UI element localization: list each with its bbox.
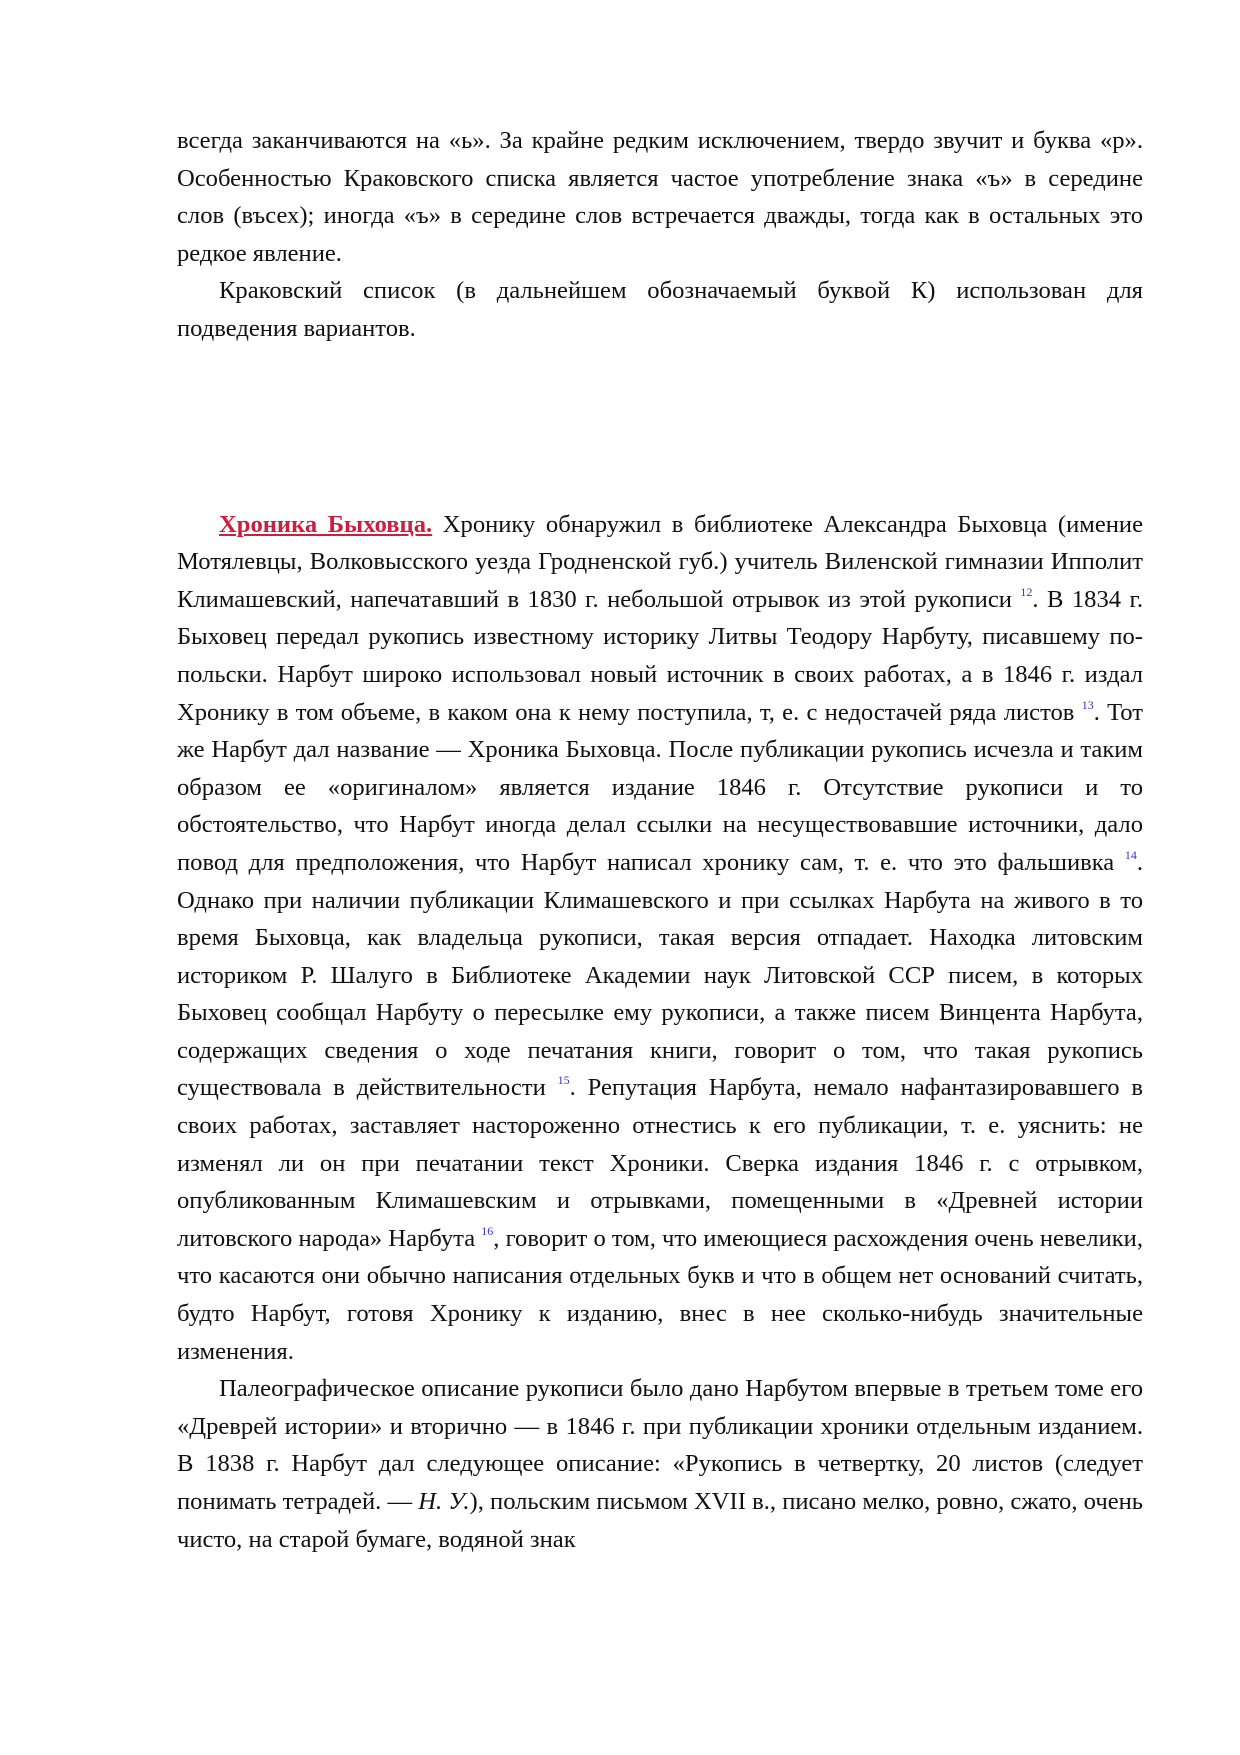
text-run: , говорит о том, что имеющиеся расхождения очень невелики, что касаются они обычно написания отдельных букв и что в общем нет оснований считать, будто Нарбут, готовя Хронику к изданию, внес в нее сколько-нибудь значительные изменения. [177,1224,1143,1365]
document-page [177,122,1143,1558]
footnote-ref-14[interactable]: 14 [1124,847,1137,862]
text-run: Палеографическое описание рукописи было дано Нарбутом впервые в третьем томе его «Древрей истории» и вторично — в 1846 г. при публикации хроники отдельным изданием. В 1838 г. Нарбут дал следующее описание: «Рукопись в четвертку, 20 листов (следует понимать тетрадей. — [177,1375,1143,1515]
text-run: Хронику обнаружил в библиотеке Александра Быховца (имение Мотялевцы, Волковысского уезда Гродненской губ.) учитель Виленской гимназии Ипполит Климашевский, напечатавший в 1830 г. небольшой отрывок из этой рукописи [177,510,1143,613]
text-run: . Однако при наличии публикации Климашевского и при ссылках Нарбута на живого в то время Быховца, как владельца рукописи, такая версия отпадает. Находка литовским историком Р. Шалуго в Библиотеке Академии наук Литовской ССР писем, в которых Быховец сообщал Нарбуту о пересылке ему рукописи, а также писем Винцента Нарбута, содержащих сведения о ходе печатания книги, говорит о том, что такая рукопись существовала в действительности [177,848,1143,1102]
editor-initials: Н. У. [418,1488,470,1515]
text-run: ), польским письмом XVII в., писано мелко, ровно, сжато, очень чисто, на старой бумаге, водяной знак [177,1488,1143,1553]
paragraph-paleographic [177,1370,1143,1558]
paragraph-1 [177,122,1143,272]
footnote-ref-12[interactable]: 12 [1020,584,1033,599]
paragraph-2-text: Краковский список (в дальнейшем обозначаемый буквой К) использован для подведения вариантов. [177,277,1143,342]
text-run: . Репутация Нарбута, немало нафантазировавшего в своих работах, заставляет настороженно отнестись к его публикации, т. е. уяснить: не изменял ли он при печатании текст Хроники. Сверка издания 1846 г. с отрывком, опубликованным Климашевским и отрывками, помещенными в «Древней истории литовского народа» Нарбута [177,1074,1143,1252]
section-heading-link[interactable]: Хроника Быховца. [219,510,433,538]
section-gap [177,348,1143,506]
paragraph-2 [177,272,1143,347]
text-run: . В 1834 г. Быховец передал рукопись известному историку Литвы Теодору Нарбуту, писавшему по-польски. Нарбут широко использовал новый источник в своих работах, а в 1846 г. издал Хронику в том объеме, в каком она к нему поступила, т, е. с недостачей ряда листов [177,585,1143,726]
text-run: . Тот же Нарбут дал название — Хроника Быховца. После публикации рукопись исчезла и таким образом ее «оригиналом» является издание 1846 г. Отсутствие рукописи и то обстоятельство, что Нарбут иногда делал ссылки на несуществовавшие источники, дало повод для предположения, что Нарбут написал хронику сам, т. е. что это фальшивка [177,698,1143,876]
footnote-ref-13[interactable]: 13 [1081,697,1094,712]
paragraph-bykhovets-chronicle [177,506,1143,1371]
footnote-ref-16[interactable]: 16 [481,1223,494,1238]
footnote-ref-15[interactable]: 15 [557,1073,570,1088]
paragraph-1-text: всегда заканчиваются на «ь». За крайне редким исключением, твердо звучит и буква «р». Особенностью Краковского списка является частое употребление знака «ъ» в середине слов (въсех); иногда «ъ» в середине слов встречается дважды, тогда как в остальных это редкое явление. [177,127,1143,267]
